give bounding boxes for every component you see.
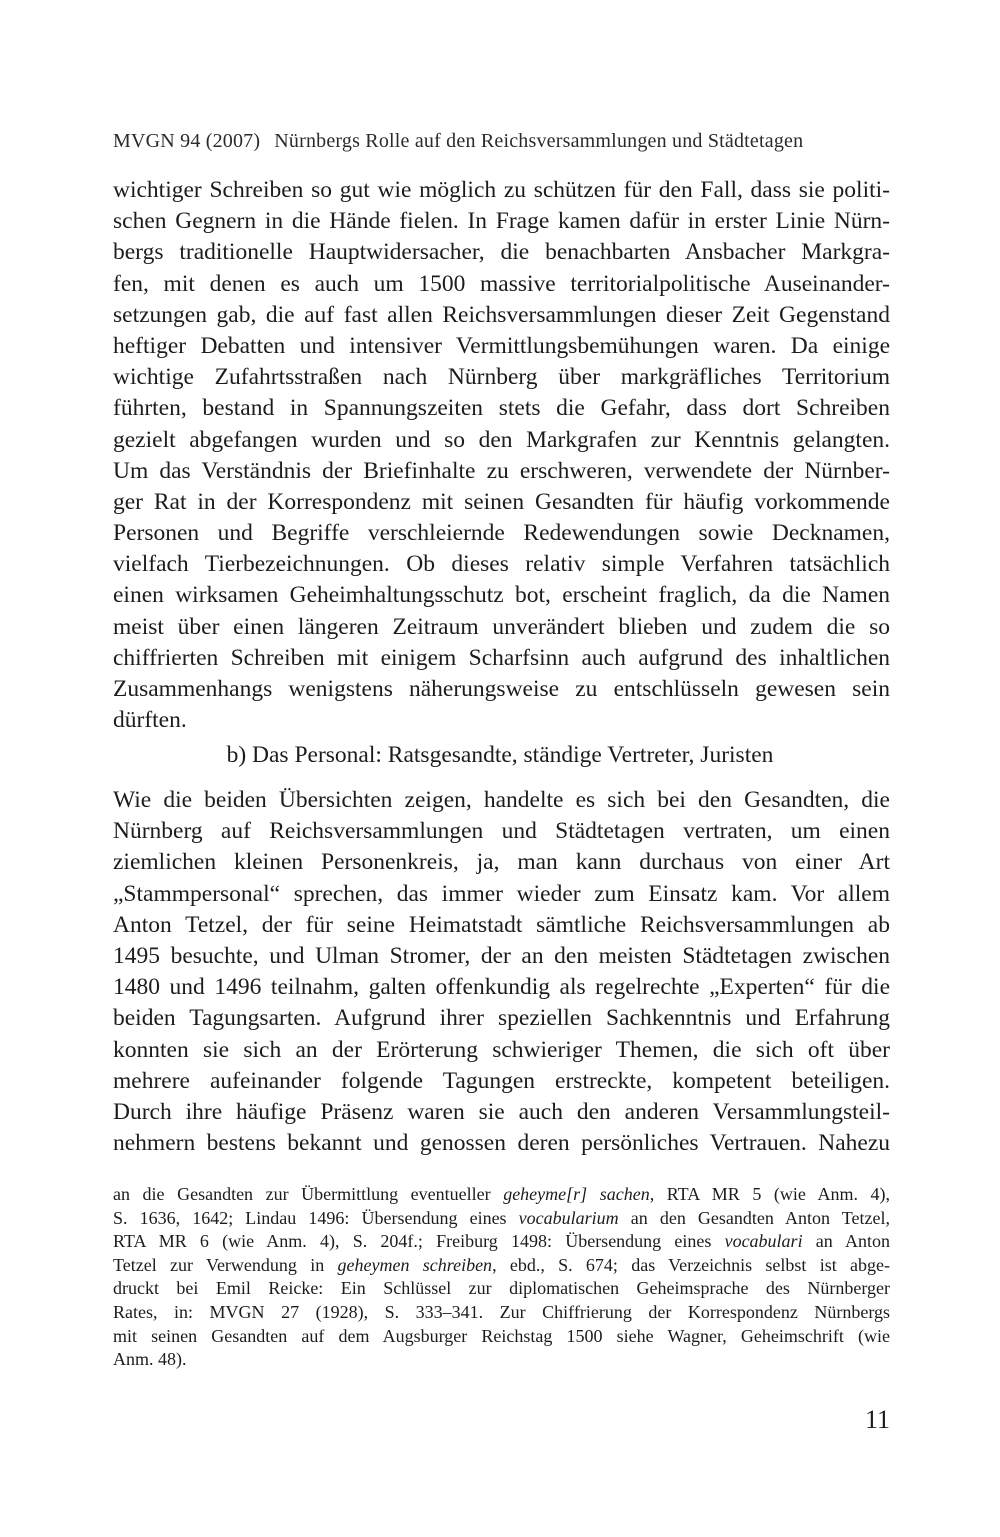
footnote-quote: vocabulari — [724, 1231, 803, 1252]
paragraph-2 — [113, 785, 890, 1159]
text-line: vielfach Tierbezeichnungen. Ob dieses relativ simple Verfahren tatsächlich — [113, 551, 890, 578]
footnote-line: S. 1636, 1642; Lindau 1496: Übersendung eines vocabularium an den Gesandten Anton Tetzel, — [113, 1207, 890, 1228]
text-line: fen, mit denen es auch um 1500 massive territorialpolitische Auseinander- — [113, 270, 890, 297]
text-line: Um das Verständnis der Briefinhalte zu erschweren, verwendete der Nürnber- — [113, 457, 890, 484]
text-line: ger Rat in der Korrespondenz mit seinen Gesandten für häufig vorkommende — [113, 488, 890, 515]
page-number: 11 — [864, 1405, 890, 1434]
journal-reference: MVGN 94 (2007) — [113, 130, 261, 152]
text-line: schen Gegnern in die Hände fielen. In Frage kamen dafür in erster Linie Nürn- — [113, 208, 890, 235]
footnote-quote: geheymen schreiben — [337, 1254, 493, 1275]
text-line: gezielt abgefangen wurden und so den Markgrafen zur Kenntnis gelangten. — [113, 426, 890, 453]
footnote-line: Tetzel zur Verwendung in geheymen schreiben, ebd., S. 674; das Verzeichnis selbst ist abge- — [113, 1254, 890, 1275]
text-line: Personen und Begriffe verschleiernde Redewendungen sowie Decknamen, — [113, 520, 890, 547]
text-line: führten, bestand in Spannungszeiten stets die Gefahr, dass dort Schreiben — [113, 395, 890, 422]
text-line: Wie die beiden Übersichten zeigen, handelte es sich bei den Gesandten, die — [113, 787, 890, 813]
footnote-line: Rates, in: MVGN 27 (1928), S. 333–341. Zur Chiffrierung der Korrespondenz Nürnbergs — [113, 1301, 890, 1322]
text-line: „Stammpersonal“ sprechen, das immer wieder zum Einsatz kam. Vor allem — [113, 880, 890, 907]
text-line: mehrere aufeinander folgende Tagungen erstreckte, kompetent beteiligen. — [113, 1067, 890, 1094]
text-line: beiden Tagungsarten. Aufgrund ihrer speziellen Sachkenntnis und Erfahrung — [113, 1005, 890, 1032]
text-line: einen wirksamen Geheimhaltungsschutz bot, erscheint fraglich, da die Namen — [113, 582, 890, 609]
text-line: Nürnberg auf Reichsversammlungen und Städtetagen vertraten, um einen — [113, 818, 890, 845]
paragraph-1 — [113, 175, 890, 736]
text-line: setzungen gab, die auf fast allen Reichsversammlungen dieser Zeit Gegenstand — [113, 301, 890, 328]
footnote-line: druckt bei Emil Reicke: Ein Schlüssel zur diplomatischen Geheimsprache des Nürnberger — [113, 1278, 890, 1299]
footnote-line: an die Gesandten zur Übermittlung eventueller geheyme[r] sachen, RTA MR 5 (wie Anm. 4), — [113, 1184, 890, 1204]
footnote-line: mit seinen Gesandten auf dem Augsburger Reichstag 1500 siehe Wagner, Geheimschrift (wie — [113, 1325, 890, 1346]
running-title: Nürnbergs Rolle auf den Reichsversammlungen und Städtetagen — [274, 130, 804, 152]
text-line: chiffrierten Schreiben mit einigem Scharfsinn auch aufgrund des inhaltlichen — [113, 644, 890, 671]
section-heading: b) Das Personal: Ratsgesandte, ständige Vertreter, Juristen — [226, 742, 774, 768]
text-line: heftiger Debatten und intensiver Vermittlungsbemühungen waren. Da einige — [113, 332, 890, 359]
text-line: ziemlichen kleinen Personenkreis, ja, man kann durchaus von einer Art — [113, 849, 890, 876]
text-line: Anton Tetzel, der für seine Heimatstadt sämtliche Reichsversammlungen ab — [113, 911, 890, 938]
text-line: 1480 und 1496 teilnahm, galten offenkundig als regelrechte „Experten“ für die — [113, 974, 890, 1001]
text-line: nehmern bestens bekannt und genossen deren persönliches Vertrauen. Nahezu — [113, 1130, 890, 1157]
text-line: wichtige Zufahrtsstraßen nach Nürnberg über markgräfliches Territorium — [113, 364, 890, 391]
footnote-line: RTA MR 6 (wie Anm. 4), S. 204f.; Freiburg 1498: Übersendung eines vocabulari an Anton — [113, 1231, 890, 1252]
footnote-quote: vocabularium — [518, 1207, 619, 1228]
running-head — [113, 130, 893, 153]
footnote-line: Anm. 48). — [113, 1349, 187, 1370]
text-line: Zusammenhangs wenigstens näherungsweise zu entschlüsseln gewesen sein — [113, 676, 890, 702]
text-line: wichtiger Schreiben so gut wie möglich zu schützen für den Fall, dass sie politi- — [113, 177, 890, 203]
text-line: Durch ihre häufige Präsenz waren sie auch den anderen Versammlungsteil- — [113, 1098, 890, 1125]
text-line: dürften. — [113, 707, 187, 734]
footnote — [113, 1183, 890, 1372]
text-line: 1495 besuchte, und Ulman Stromer, der an den meisten Städtetagen zwischen — [113, 942, 890, 969]
text-line: bergs traditionelle Hauptwidersacher, die benachbarten Ansbacher Markgra- — [113, 239, 890, 266]
text-line: meist über einen längeren Zeitraum unverändert blieben und zudem die so — [113, 613, 890, 640]
text-line: konnten sie sich an der Erörterung schwieriger Themen, die sich oft über — [113, 1036, 890, 1063]
footnote-quote: geheyme[r] sachen — [503, 1184, 650, 1204]
